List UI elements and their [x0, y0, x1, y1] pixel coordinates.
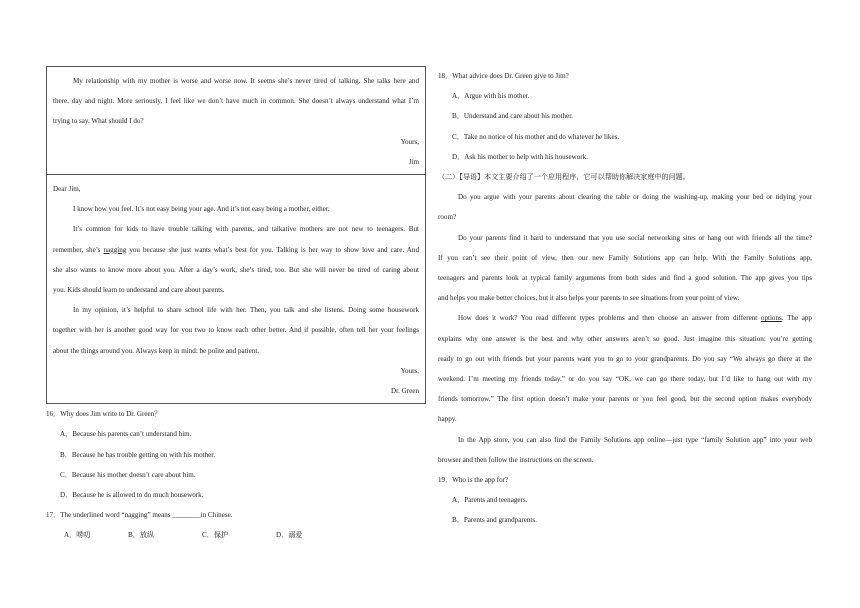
- question-18-stem: 18．What advice does Dr. Green give to Jim?: [438, 72, 569, 80]
- question-18-option-c[interactable]: C．Take no notice of his mother and do whatever he likes.: [452, 132, 620, 141]
- question-17-option-b[interactable]: B．放纵: [128, 531, 155, 540]
- letter1-closing: Yours,: [400, 137, 419, 146]
- question-18-option-a[interactable]: A．Argue with his mother.: [452, 92, 530, 101]
- question-17-option-c[interactable]: C．保护: [202, 531, 229, 540]
- text-fragment: you because she just wants what’s best for you. Talking is her way to show love and care. And: [126, 245, 419, 254]
- right-column: [438, 66, 812, 531]
- passage2-line: [438, 308, 812, 328]
- passage2-intro: （二）【导语】本文主要介绍了一个应用程序，它可以帮助你解决家庭中的问题。: [438, 173, 690, 182]
- question-19-option-b[interactable]: B．Parents and grandparents.: [452, 516, 537, 525]
- letter2-line: she also wants to know more about you. After a day’s work, she’s tired, too. But she will never be tired of caring about: [53, 265, 419, 274]
- question-16-option-d[interactable]: D．Because he is allowed to do much housework.: [60, 491, 204, 500]
- passage2-line: room?: [438, 213, 457, 222]
- question-18-option-d[interactable]: D．Ask his mother to help with his housework.: [452, 152, 588, 161]
- letter2-line: together with her is another good way for you two to know each other better. And if possible, often tell her your feelings: [53, 326, 419, 335]
- passage2-line: and helps you make better choices, but it also helps your parents to see situations from your point of view.: [438, 294, 740, 303]
- question-17-stem: 17．The underlined word “nagging” means ________in Chinese.: [46, 511, 233, 520]
- passage2-line: explains why one answer is the best and why other answers aren’t so good. Just imagine this situation: you’re getting: [438, 334, 812, 343]
- passage2-line: Do your parents find it hard to understand that you use social networking sites or hang out with friends all the time?: [458, 233, 812, 242]
- letter2-line: In my opinion, it’s helpful to share school life with her. Then, you talk and she listens. Doing some housework: [73, 306, 419, 315]
- letter2-closing: Yours,: [400, 366, 419, 375]
- letter1-line: My relationship with my mother is worse and worse now. It seems she’s never tired of talking. She talks here and: [73, 77, 419, 85]
- letter1-line: there, day and night. More seriously, I feel like we don’t have much in common. She doesn’t always understand what I’m: [53, 97, 419, 106]
- question-18-option-b[interactable]: B．Understand and care about his mother.: [452, 112, 573, 121]
- letter2-line: you. Kids should learn to understand and care about parents.: [53, 286, 225, 295]
- letter-drgreen-box: [46, 175, 426, 404]
- passage2-line: teenagers and parents look at typical family arguments from both sides and find a good solution. The app gives you tips: [438, 274, 812, 283]
- letter2-line: [53, 240, 419, 260]
- passage2-line: weekend. I’m meeting my friends today.” or do you say “OK, we can go there today, but I’d like to hang out with my: [438, 375, 812, 384]
- question-19-stem: 19．Who is the app for?: [438, 476, 509, 485]
- letter-jim-box: [46, 66, 426, 175]
- question-16-option-c[interactable]: C．Because his mother doesn’t care about him.: [60, 470, 196, 479]
- text-fragment: . The app: [781, 314, 812, 323]
- passage2-line: browser and then follow the instructions on the screen.: [438, 455, 594, 464]
- passage2-line: In the App store, you can also find the Family Solutions app online—just type “family Solution app” into your web: [458, 435, 812, 444]
- question-19-option-a[interactable]: A．Parents and teenagers.: [452, 496, 528, 505]
- letter2-line: It’s common for kids to have trouble talking with parents, and talkative mothers are not new to teenagers. But: [73, 225, 419, 234]
- left-column: [46, 66, 426, 546]
- letter2-line: about the things around you. Always keep in mind: be polite and patient.: [53, 346, 260, 355]
- letter2-signature: Dr. Green: [391, 387, 419, 396]
- question-16-option-a[interactable]: A．Because his parents can’t understand him.: [60, 430, 192, 439]
- question-17-option-a[interactable]: A．唠叨: [64, 531, 91, 540]
- passage2-line: happy.: [438, 415, 457, 424]
- letter1-line: trying to say. What should I do?: [53, 117, 144, 126]
- passage2-line: If you can’t see their point of view, then our new Family Solutions app can help. With the Family Solutions app,: [438, 253, 812, 262]
- text-fragment: How does it work? You read different types problems and then choose an answer from different: [458, 314, 761, 323]
- passage2-line: friends tomorrow.” The first option doesn’t make your parents or you feel good, but the second option makes everybody: [438, 395, 812, 404]
- text-fragment: remember, she’s: [53, 245, 104, 254]
- letter2-paragraph: I know how you feel. It’s not easy being your age. And it’s not easy being a mother, either.: [73, 205, 330, 214]
- passage2-line: ready to go out with friends but your parents want you to go to your grandparents. Do you say “We always go there at the: [438, 354, 812, 363]
- question-16-option-b[interactable]: B．Because he has trouble getting on with his mother.: [60, 450, 216, 459]
- passage2-line: Do you argue with your parents about clearing the table or doing the washing-up, making your bed or tidying your: [458, 193, 812, 202]
- underlined-word-options: options: [760, 314, 782, 323]
- question-17-option-d[interactable]: D．溺爱: [276, 531, 303, 540]
- question-16-stem: 16．Why does Jim write to Dr. Green？: [46, 410, 162, 419]
- letter2-greeting: Dear Jim,: [53, 185, 81, 194]
- letter1-signature: Jim: [408, 157, 419, 166]
- underlined-word-nagging: nagging: [103, 245, 127, 254]
- question-17-options: [46, 525, 426, 545]
